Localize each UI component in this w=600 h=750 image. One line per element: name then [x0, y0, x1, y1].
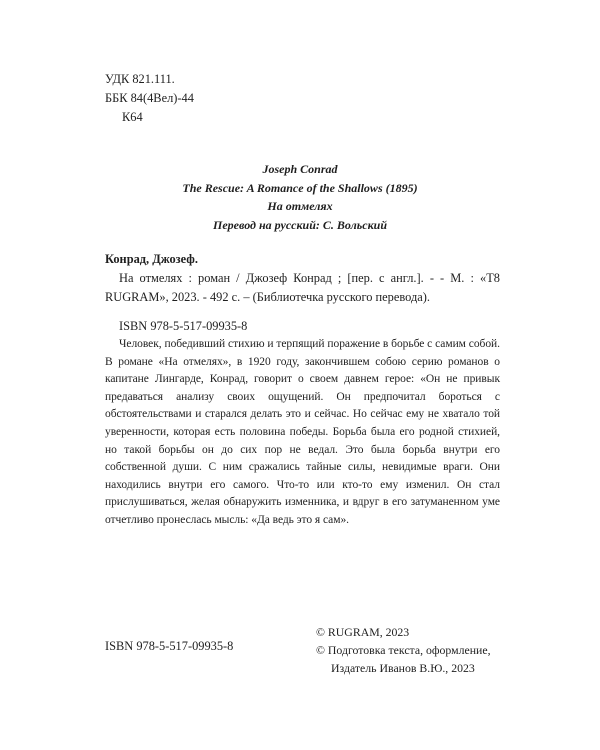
- copyright-publisher: © RUGRAM, 2023: [316, 625, 410, 639]
- author-name: Joseph Conrad: [262, 162, 338, 176]
- russian-title: На отмелях: [267, 199, 333, 213]
- entry-isbn: ISBN 978-5-517-09935-8: [119, 319, 248, 334]
- copyright-text-cont: Издатель Иванов В.Ю., 2023: [331, 661, 475, 675]
- footer-isbn: ISBN 978-5-517-09935-8: [105, 639, 234, 653]
- entry-heading: Конрад, Джозеф.: [105, 252, 198, 266]
- original-title: The Rescue: A Romance of the Shallows (1895): [182, 180, 418, 195]
- bbk-code: ББК 84(4Вел)-44: [105, 91, 194, 106]
- classification-block: [105, 70, 194, 128]
- bibliographic-description: На отмелях : роман / Джозеф Конрад ; [пер. с англ.]. - - М. : «Т8 RUGRAM», 2023. - 492 с. – (Библиотечка русского перевода).: [105, 271, 500, 304]
- copyright-text: © Подготовка текста, оформление,: [316, 643, 491, 657]
- translation-credit: Перевод на русский: С. Вольский: [213, 217, 387, 232]
- copyright-block: [316, 623, 491, 677]
- udk-code: УДК 821.111.: [105, 72, 175, 86]
- annotation-paragraph: Человек, победивший стихию и терпящий поражение в борьбе с самим собой. В романе «На отмелях», в 1920 году, закончившем собою серию романов о капитане Лингарде, Конрад, говорит о своем давнем герое: «Он не привык предаваться анализу своих ощущений. Он предпочитал бороться с обстоятельствами и старался делать это и сейчас. Но сейчас ему не хватало той уверенности, которая есть половина победы. Борьба была его родной стихией, но такой борьбы он до сих пор не ведал. Это была борьба внутри его собственной души. С ним сражались тайные силы, невидимые враги. Они находились внутри его самого. Что-то или кто-то ему изменил. Он стал прислушиваться, желая обнаружить изменника, и вдруг в его затуманенном уме отчетливо пронеслась мысль: «Да ведь это я сам».: [105, 338, 500, 526]
- title-credits: [0, 160, 600, 234]
- author-mark: К64: [122, 110, 143, 125]
- catalog-entry: [105, 250, 500, 336]
